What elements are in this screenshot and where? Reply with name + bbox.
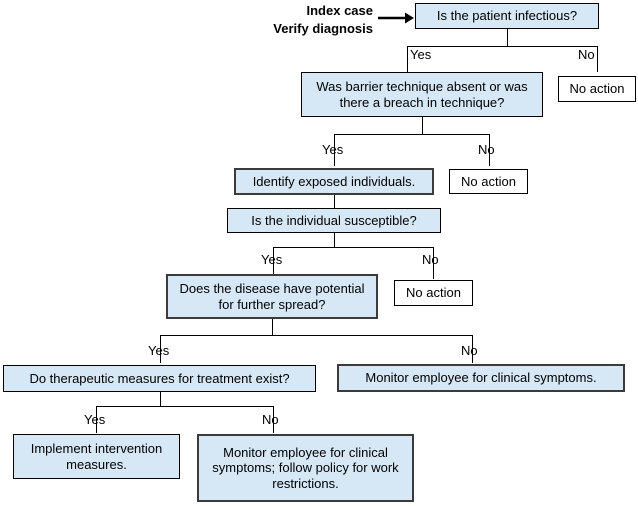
node-no-action-1: No action bbox=[558, 76, 636, 102]
branch-label-yes-1: Yes bbox=[410, 47, 432, 62]
connector bbox=[407, 46, 408, 72]
branch-label-no-1: No bbox=[578, 47, 595, 62]
connector bbox=[597, 46, 598, 72]
node-monitor-follow-policy: Monitor employee for clinical symptoms; follow policy for work restrictions. bbox=[197, 434, 414, 502]
branch-label-no-4: No bbox=[461, 343, 478, 358]
node-no-action-2: No action bbox=[449, 169, 528, 194]
connector bbox=[422, 117, 423, 134]
connector bbox=[334, 233, 335, 247]
node-implement-intervention: Implement intervention measures. bbox=[13, 434, 180, 479]
branch-label-no-3: No bbox=[422, 252, 439, 267]
connector bbox=[160, 335, 472, 336]
title-line-1: Index case bbox=[306, 3, 373, 18]
entry-arrow-icon bbox=[378, 11, 414, 25]
connector bbox=[273, 247, 433, 248]
node-further-spread: Does the disease have potential for further spread? bbox=[166, 274, 378, 319]
branch-label-yes-3: Yes bbox=[261, 252, 283, 267]
node-is-individual-susceptible: Is the individual susceptible? bbox=[227, 208, 441, 233]
connector bbox=[160, 392, 161, 406]
node-is-patient-infectious: Is the patient infectious? bbox=[415, 3, 599, 29]
title-line-2: Verify diagnosis bbox=[273, 20, 373, 36]
node-monitor-employee: Monitor employee for clinical symptoms. bbox=[337, 364, 625, 392]
node-barrier-technique: Was barrier technique absent or was there a breach in technique? bbox=[301, 72, 543, 117]
node-identify-exposed: Identify exposed individuals. bbox=[234, 168, 434, 195]
connector bbox=[407, 46, 597, 47]
branch-label-no-5: No bbox=[262, 412, 279, 427]
connector bbox=[334, 134, 489, 135]
branch-label-no-2: No bbox=[478, 142, 495, 157]
connector bbox=[96, 406, 273, 407]
diagram-title bbox=[243, 2, 373, 37]
connector bbox=[334, 195, 335, 208]
connector bbox=[272, 319, 273, 335]
branch-label-yes-2: Yes bbox=[322, 142, 344, 157]
branch-label-yes-5: Yes bbox=[84, 412, 106, 427]
node-no-action-3: No action bbox=[394, 280, 473, 306]
connector bbox=[507, 29, 508, 46]
node-therapeutic-measures: Do therapeutic measures for treatment exist? bbox=[3, 365, 316, 392]
branch-label-yes-4: Yes bbox=[148, 343, 170, 358]
